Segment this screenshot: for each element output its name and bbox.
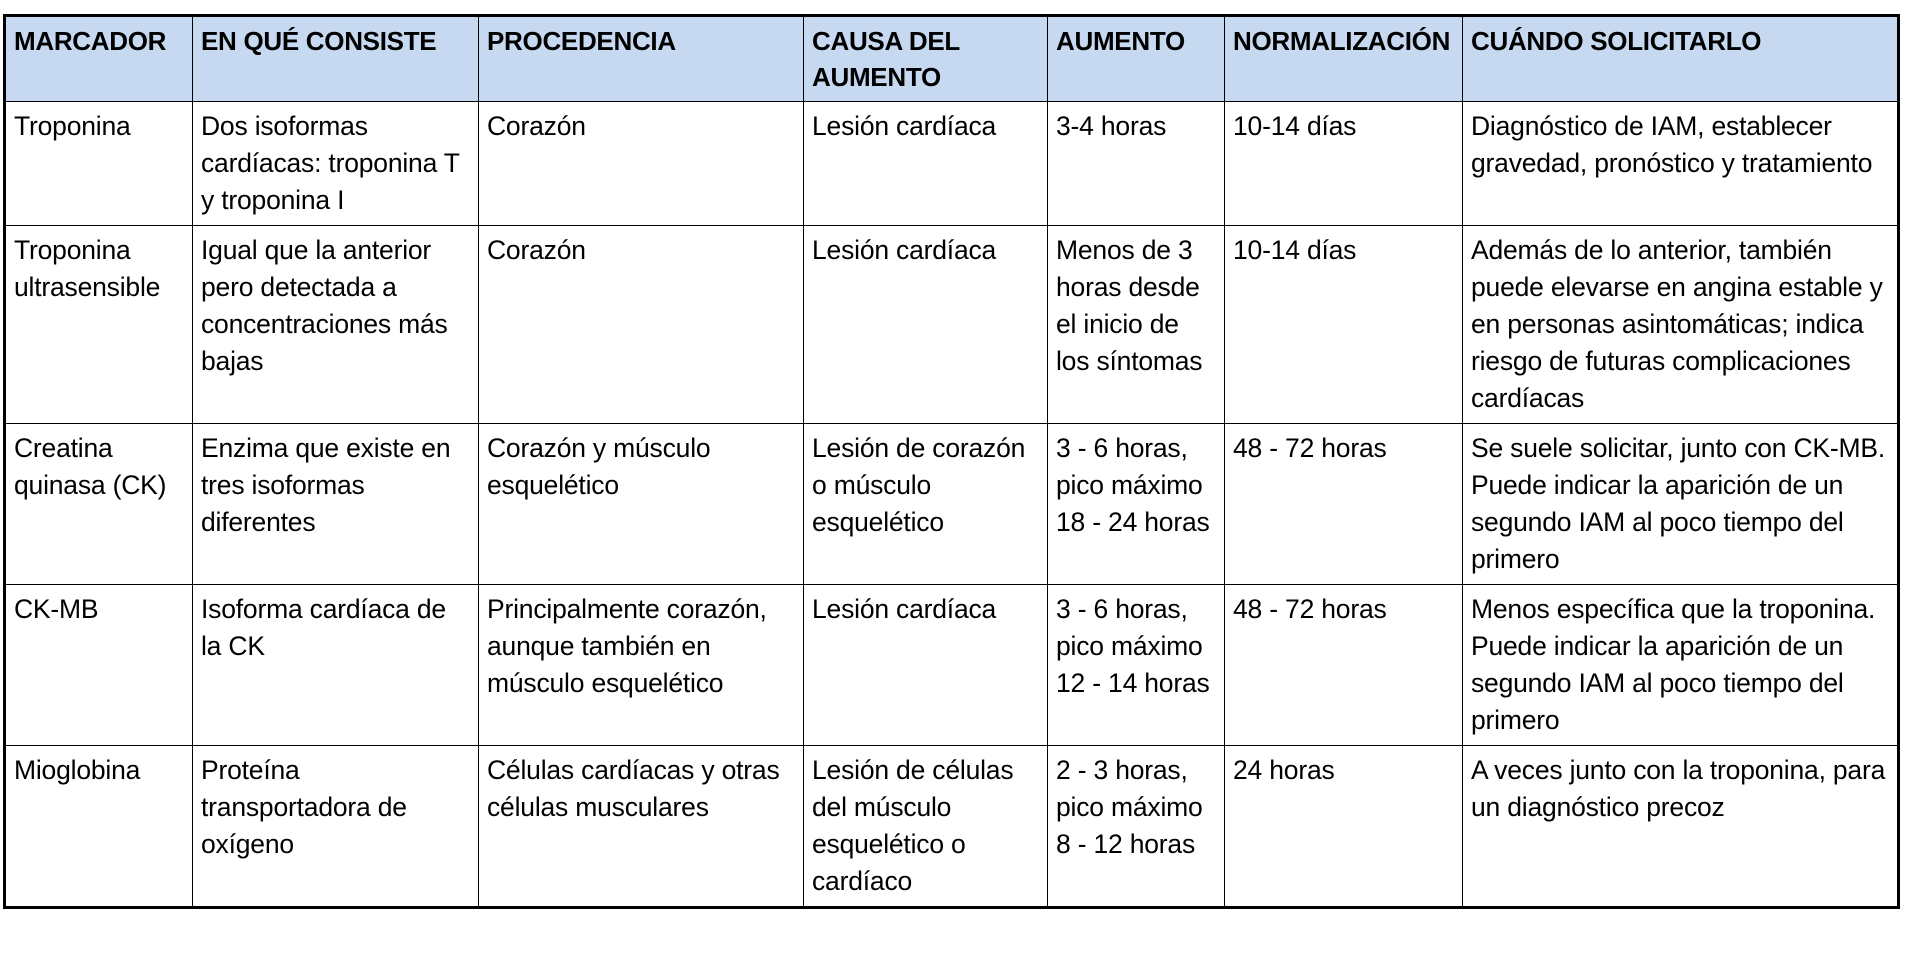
cell-cuando-solicitarlo: Diagnóstico de IAM, establecer gravedad, pronóstico y tratamiento	[1463, 102, 1899, 226]
cell-aumento: 3 - 6 horas, pico máximo 18 - 24 horas	[1048, 424, 1225, 585]
cell-causa-del-aumento: Lesión de células del músculo esquelético o cardíaco	[804, 746, 1048, 908]
cell-en-que-consiste: Igual que la anterior pero detectada a concentraciones más bajas	[193, 226, 479, 424]
cell-aumento: 3-4 horas	[1048, 102, 1225, 226]
cell-procedencia: Células cardíacas y otras células musculares	[479, 746, 804, 908]
cell-cuando-solicitarlo: Además de lo anterior, también puede elevarse en angina estable y en personas asintomáticas; indica riesgo de futuras complicaciones cardíacas	[1463, 226, 1899, 424]
header-cell-procedencia: PROCEDENCIA	[479, 16, 804, 102]
cell-en-que-consiste: Isoforma cardíaca de la CK	[193, 585, 479, 746]
cell-normalizacion: 10-14 días	[1225, 102, 1463, 226]
header-cell-en-que-consiste: EN QUÉ CONSISTE	[193, 16, 479, 102]
cell-marcador: Mioglobina	[5, 746, 193, 908]
table-row	[5, 226, 1899, 424]
table-header	[5, 16, 1899, 102]
cell-aumento: 3 - 6 horas, pico máximo 12 - 14 horas	[1048, 585, 1225, 746]
cardiac-markers-table	[3, 14, 1900, 909]
cell-marcador: CK-MB	[5, 585, 193, 746]
header-cell-marcador: MARCADOR	[5, 16, 193, 102]
header-cell-aumento: AUMENTO	[1048, 16, 1225, 102]
table-row	[5, 424, 1899, 585]
marker-table-container	[3, 14, 1900, 909]
header-cell-normalizacion: NORMALIZACIÓN	[1225, 16, 1463, 102]
cell-normalizacion: 48 - 72 horas	[1225, 424, 1463, 585]
table-row	[5, 585, 1899, 746]
cell-normalizacion: 48 - 72 horas	[1225, 585, 1463, 746]
cell-cuando-solicitarlo: Menos específica que la troponina. Puede indicar la aparición de un segundo IAM al poco tiempo del primero	[1463, 585, 1899, 746]
cell-marcador: Troponina	[5, 102, 193, 226]
cell-marcador: Creatina quinasa (CK)	[5, 424, 193, 585]
table-body	[5, 102, 1899, 908]
cell-cuando-solicitarlo: A veces junto con la troponina, para un diagnóstico precoz	[1463, 746, 1899, 908]
cell-procedencia: Principalmente corazón, aunque también en músculo esquelético	[479, 585, 804, 746]
cell-cuando-solicitarlo: Se suele solicitar, junto con CK-MB. Puede indicar la aparición de un segundo IAM al poco tiempo del primero	[1463, 424, 1899, 585]
cell-normalizacion: 10-14 días	[1225, 226, 1463, 424]
cell-procedencia: Corazón y músculo esquelético	[479, 424, 804, 585]
header-row	[5, 16, 1899, 102]
cell-en-que-consiste: Enzima que existe en tres isoformas diferentes	[193, 424, 479, 585]
table-row	[5, 746, 1899, 908]
cell-aumento: Menos de 3 horas desde el inicio de los síntomas	[1048, 226, 1225, 424]
cell-aumento: 2 - 3 horas, pico máximo 8 - 12 horas	[1048, 746, 1225, 908]
header-cell-causa-del-aumento: CAUSA DEL AUMENTO	[804, 16, 1048, 102]
cell-procedencia: Corazón	[479, 102, 804, 226]
cell-causa-del-aumento: Lesión cardíaca	[804, 226, 1048, 424]
cell-causa-del-aumento: Lesión cardíaca	[804, 102, 1048, 226]
cell-causa-del-aumento: Lesión cardíaca	[804, 585, 1048, 746]
header-cell-cuando-solicitarlo: CUÁNDO SOLICITARLO	[1463, 16, 1899, 102]
cell-en-que-consiste: Proteína transportadora de oxígeno	[193, 746, 479, 908]
table-row	[5, 102, 1899, 226]
cell-procedencia: Corazón	[479, 226, 804, 424]
cell-causa-del-aumento: Lesión de corazón o músculo esquelético	[804, 424, 1048, 585]
cell-en-que-consiste: Dos isoformas cardíacas: troponina T y troponina I	[193, 102, 479, 226]
cell-normalizacion: 24 horas	[1225, 746, 1463, 908]
cell-marcador: Troponina ultrasensible	[5, 226, 193, 424]
